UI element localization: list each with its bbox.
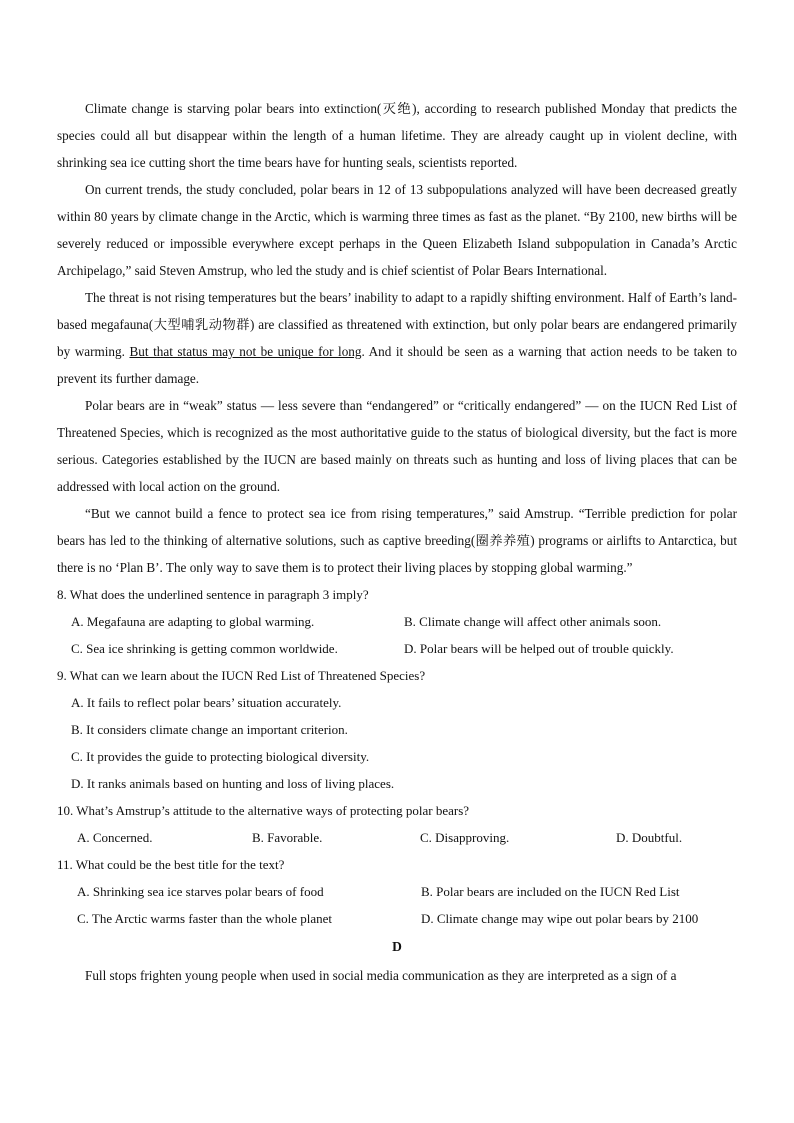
question-11-option-d: D. Climate change may wipe out polar bears by 2100 [421, 911, 699, 926]
question-11-stem: 11. What could be the best title for the text? [57, 857, 285, 872]
passage-paragraph-4: Polar bears are in “weak” status — less severe than “endangered” or “critically endangered” — on the IUCN Red List of Threatened Species, which is recognized as the most authoritative guide to the status of biological diversity, but the fact is more serious. Categories established by the IUCN are based mainly on threats such as hunting and loss of living places that can be addressed with local action on the ground. [57, 398, 737, 494]
section-d-heading: D [392, 939, 402, 954]
question-9-option-d: D. It ranks animals based on hunting and loss of living places. [71, 776, 395, 791]
question-11-option-a: A. Shrinking sea ice starves polar bears of food [77, 884, 324, 899]
question-8-options-row-2 [57, 635, 737, 662]
question-8-option-b: B. Climate change will affect other animals soon. [404, 614, 662, 629]
section-d-paragraph-1: Full stops frighten young people when used in social media communication as they are interpreted as a sign of a [85, 968, 677, 983]
question-9-option-a: A. It fails to reflect polar bears’ situation accurately. [71, 695, 342, 710]
passage-paragraph-2: On current trends, the study concluded, polar bears in 12 of 13 subpopulations analyzed will have been decreased greatly within 80 years by climate change in the Arctic, which is warming three times as fast as the planet. “By 2100, new births will be severely reduced or impossible everywhere except perhaps in the Queen Elizabeth Island subpopulation in Canada’s Arctic Archipelago,” said Steven Amstrup, who led the study and is chief scientist of Polar Bears International. [57, 182, 737, 278]
question-10-option-c: C. Disapproving. [420, 830, 510, 845]
question-10-stem: 10. What’s Amstrup’s attitude to the alternative ways of protecting polar bears? [57, 803, 470, 818]
question-8-option-c: C. Sea ice shrinking is getting common worldwide. [71, 641, 338, 656]
question-9-stem: 9. What can we learn about the IUCN Red List of Threatened Species? [57, 668, 426, 683]
underlined-sentence: But that status may not be unique for long [129, 344, 362, 359]
question-10-option-a: A. Concerned. [77, 830, 153, 845]
question-8-option-d: D. Polar bears will be helped out of trouble quickly. [404, 641, 674, 656]
question-11-options-row-2 [57, 905, 737, 932]
paragraph-3-text-a: The threat is not rising temperatures but the bears’ inability to adapt to a rapidly shifting environment. Half of Earth’s land-based megafauna(大型哺乳动物群) are classified as threatened with extinction, but only polar bears are endangered primarily by warming. [57, 290, 737, 359]
question-10-option-d: D. Doubtful. [616, 830, 683, 845]
question-8-stem: 8. What does the underlined sentence in paragraph 3 imply? [57, 587, 369, 602]
question-10-option-b: B. Favorable. [252, 830, 323, 845]
passage-paragraph-1: Climate change is starving polar bears into extinction(灭绝), according to research published Monday that predicts the species could all but disappear within the length of a human lifetime. They are already caught up in violent decline, with shrinking sea ice cutting short the time bears have for hunting seals, scientists reported. [57, 101, 737, 170]
question-10-options [57, 824, 737, 851]
question-11-option-b: B. Polar bears are included on the IUCN Red List [421, 884, 680, 899]
question-11-options-row-1 [57, 878, 737, 905]
question-11-option-c: C. The Arctic warms faster than the whole planet [77, 911, 332, 926]
paragraph-3-text-b: . And it should be seen as a warning that action needs to be taken to prevent its further damage. [57, 344, 737, 386]
question-8-options-row-1 [57, 608, 737, 635]
question-9-option-b: B. It considers climate change an important criterion. [71, 722, 348, 737]
question-9-option-c: C. It provides the guide to protecting biological diversity. [71, 749, 370, 764]
passage-paragraph-5: “But we cannot build a fence to protect sea ice from rising temperatures,” said Amstrup. “Terrible prediction for polar bears has led to the thinking of alternative solutions, such as captive breeding(圈养养殖) programs or airlifts to Antarctica, but there is no ‘Plan B’. The only way to save them is to protect their living places by stopping global warming.” [57, 506, 737, 575]
document-page [57, 95, 737, 989]
passage-paragraph-3 [57, 284, 737, 392]
question-8-option-a: A. Megafauna are adapting to global warming. [71, 614, 315, 629]
